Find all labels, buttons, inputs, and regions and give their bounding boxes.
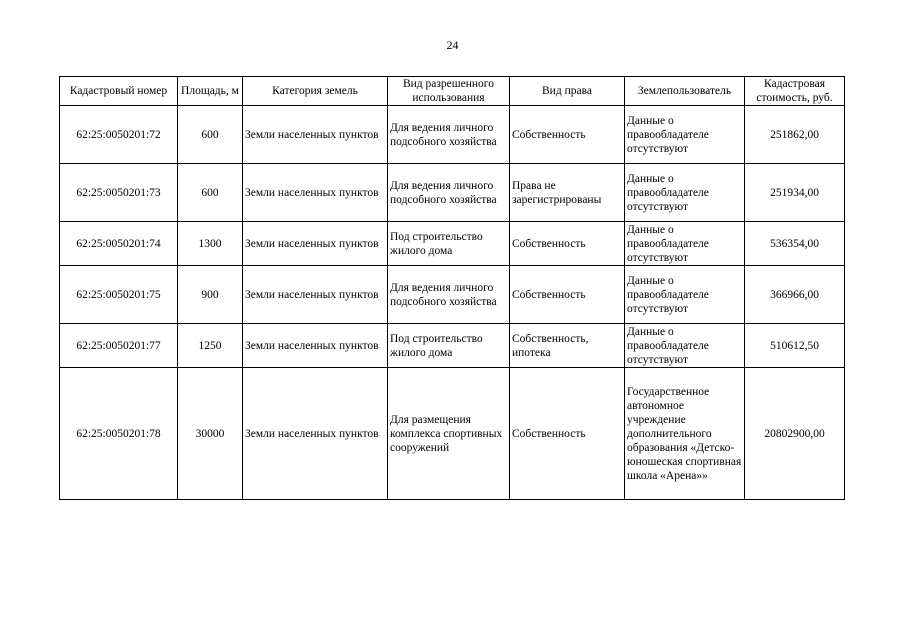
- right-type-cell: Собственность: [510, 368, 625, 500]
- right-type-cell: Права не зарегистрированы: [510, 164, 625, 222]
- area-cell: 600: [178, 106, 243, 164]
- header-land-category: Категория земель: [243, 77, 388, 106]
- header-land-user: Землепользователь: [625, 77, 745, 106]
- permitted-use-cell: Для ведения личного подсобного хозяйства: [388, 106, 510, 164]
- permitted-use-cell: Под строительство жилого дома: [388, 222, 510, 266]
- table-row: [60, 368, 845, 500]
- land-category-cell: Земли населенных пунктов: [243, 368, 388, 500]
- land-category-cell: Земли населенных пунктов: [243, 106, 388, 164]
- area-cell: 600: [178, 164, 243, 222]
- right-type-cell: Собственность: [510, 266, 625, 324]
- right-type-cell: Собственность, ипотека: [510, 324, 625, 368]
- land-user-cell: Данные о правообладателе отсутствуют: [625, 324, 745, 368]
- land-category-cell: Земли населенных пунктов: [243, 324, 388, 368]
- permitted-use-cell: Для ведения личного подсобного хозяйства: [388, 266, 510, 324]
- area-cell: 30000: [178, 368, 243, 500]
- cadastral-number-cell: 62:25:0050201:73: [60, 164, 178, 222]
- cadastral-value-cell: 251934,00: [745, 164, 845, 222]
- cadastral-number-cell: 62:25:0050201:75: [60, 266, 178, 324]
- land-user-cell: Данные о правообладателе отсутствуют: [625, 222, 745, 266]
- permitted-use-cell: Для ведения личного подсобного хозяйства: [388, 164, 510, 222]
- table-row: [60, 266, 845, 324]
- cadastral-value-cell: 20802900,00: [745, 368, 845, 500]
- permitted-use-cell: Для размещения комплекса спортивных сооружений: [388, 368, 510, 500]
- cadastral-number-cell: 62:25:0050201:77: [60, 324, 178, 368]
- right-type-cell: Собственность: [510, 222, 625, 266]
- table-row: [60, 324, 845, 368]
- right-type-cell: Собственность: [510, 106, 625, 164]
- land-user-cell: Данные о правообладателе отсутствуют: [625, 106, 745, 164]
- header-area: Площадь, м: [178, 77, 243, 106]
- header-permitted-use: Вид разрешенного использования: [388, 77, 510, 106]
- header-cadastral-value: Кадастровая стоимость, руб.: [745, 77, 845, 106]
- table-row: [60, 222, 845, 266]
- land-category-cell: Земли населенных пунктов: [243, 222, 388, 266]
- land-user-cell: Государственное автономное учреждение дополнительного образования «Детско-юношеская спортивная школа «Арена»»: [625, 368, 745, 500]
- area-cell: 900: [178, 266, 243, 324]
- land-category-cell: Земли населенных пунктов: [243, 164, 388, 222]
- table-row: [60, 106, 845, 164]
- table-header-row: [60, 77, 845, 106]
- permitted-use-cell: Под строительство жилого дома: [388, 324, 510, 368]
- header-cadastral-number: Кадастровый номер: [60, 77, 178, 106]
- area-cell: 1300: [178, 222, 243, 266]
- cadastral-value-cell: 510612,50: [745, 324, 845, 368]
- header-right-type: Вид права: [510, 77, 625, 106]
- cadastral-number-cell: 62:25:0050201:78: [60, 368, 178, 500]
- page-number: 24: [446, 38, 459, 52]
- area-cell: 1250: [178, 324, 243, 368]
- land-user-cell: Данные о правообладателе отсутствуют: [625, 266, 745, 324]
- land-category-cell: Земли населенных пунктов: [243, 266, 388, 324]
- land-user-cell: Данные о правообладателе отсутствуют: [625, 164, 745, 222]
- cadastral-value-cell: 251862,00: [745, 106, 845, 164]
- cadastral-number-cell: 62:25:0050201:72: [60, 106, 178, 164]
- table-row: [60, 164, 845, 222]
- cadastral-value-cell: 536354,00: [745, 222, 845, 266]
- cadastral-table: [59, 76, 845, 500]
- cadastral-number-cell: 62:25:0050201:74: [60, 222, 178, 266]
- cadastral-value-cell: 366966,00: [745, 266, 845, 324]
